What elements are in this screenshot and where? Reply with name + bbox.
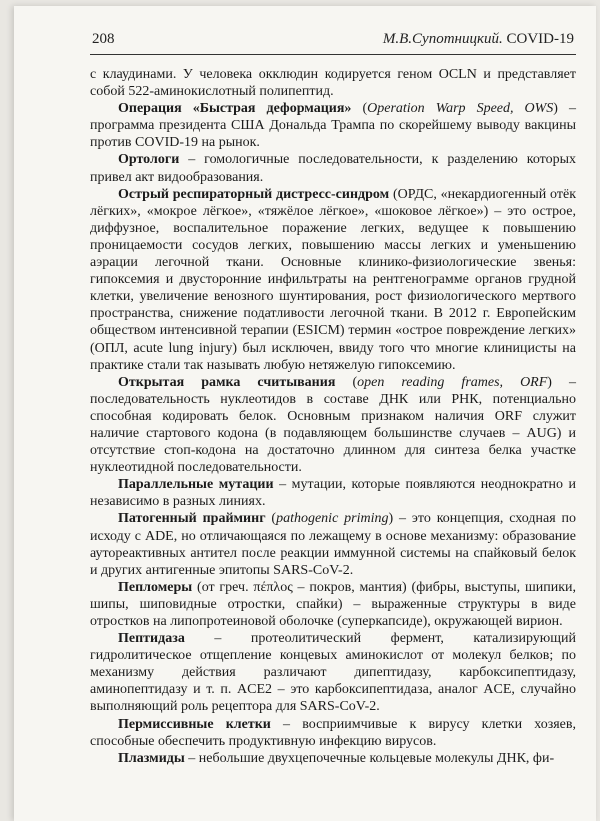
entry-paren: ( (265, 511, 277, 527)
entry-italic: open reading frames, ORF (357, 374, 548, 390)
glossary-entry (90, 186, 576, 374)
continued-paragraph: с клаудинами. У человека окклюдин кодируется геном OCLN и представляет собой 522-аминокислотный полипептид. (90, 67, 576, 100)
entry-term: Пепломеры (118, 579, 193, 595)
entry-definition: – небольшие двухцепочечные кольцевые молекулы ДНК, фи- (184, 750, 555, 766)
glossary-entry (90, 151, 576, 185)
entry-definition: ) – программа президента США Дональда Трампа по скорейшему выводу вакцины против COVID-19 на рынок. (90, 101, 576, 151)
glossary-entry (90, 579, 576, 630)
entry-term: Открытая рамка считывания (118, 374, 336, 390)
entry-definition: ) – последовательность нуклеотидов в составе ДНК или РНК, потенциально способная кодировать белок. Основным признаком наличия ORF служит наличие стартового кодона (в подавляющем большинстве случаев – AUG) и отсутствие стоп-кодона на достаточно длинном для синтеза белка участке нуклеотидной последовательности. (90, 374, 576, 476)
entry-italic: Operation Warp Speed, OWS (367, 101, 554, 117)
book-page (14, 6, 596, 821)
glossary-entry (90, 476, 576, 510)
entry-definition: – восприимчивые к вирусу клетки хозяев, способные обеспечить продуктивную инфекцию вирусов. (90, 716, 576, 749)
entry-definition: – протеолитический фермент, катализирующий гидролитическое отщепление концевых аминокислот от молекул белков; по механизму действия различают дипептидазу, карбоксипептидазу, аминопептидазу и т. п. ACE2 – это карбоксипептидаза, аналог ACE, случайно выполняющий роль рецептора для SARS-CoV-2. (90, 631, 576, 715)
glossary-entry (90, 510, 576, 578)
entry-term: Ортологи (118, 152, 180, 168)
glossary-entry (90, 374, 576, 477)
entry-term: Пептидаза (118, 631, 185, 647)
glossary-entry (90, 716, 576, 750)
entry-italic: pathogenic priming (276, 511, 389, 527)
running-title (383, 31, 574, 48)
running-header (90, 28, 576, 55)
glossary-entry (90, 100, 576, 151)
page-number: 208 (92, 31, 115, 47)
entry-term: Острый респираторный дистресс-синдром (118, 186, 390, 202)
entry-paren: ( (335, 374, 358, 390)
entry-definition: – гомологичные последовательности, к разделению которых привел акт видообразования. (90, 152, 576, 185)
author-name: М.В.Супотницкий. (382, 31, 503, 47)
entry-definition: (ОРДС, «некардиогенный отёк лёгких», «мокрое лёгкое», «тяжёлое лёгкое», «шоковое лёгкое») – это острое, диффузное, воспалительное поражение легких, ведущее к повышению проницаемости сосудов легких, повышению массы легких и уменьшению аэрации легочной ткани. Основные клинико-физиологические звенья: гипоксемия и двусторонние инфильтраты на рентгенограмме органов грудной клетки, увеличение венозного шунтирования, рост физиологического мертвого пространства, снижение податливости легочной ткани. В 2012 г. Европейским обществом интенсивной терапии (ESICM) термин «острое повреждение легких» (ОПЛ, acute lung injury) был исключен, ввиду того что многие клиницисты на практике стали так называть любую нетяжелую гипоксемию. (90, 186, 576, 373)
entry-definition: ) – это концепция, сходная по исходу с ADE, но отличающаяся по лежащему в основе механизму: образование аутореактивных антител после реакции иммунной системы на спайковый белок и других антигенные эпитопы SARS-CoV-2. (90, 511, 576, 578)
entry-term: Операция «Быстрая деформация» (118, 101, 352, 117)
entry-definition: (от греч. πέπλος – покров, мантия) (фибры, выступы, шипики, шипы, шиповидные отростки, спайки) – выраженные структуры в виде отростков на липопротеиновой оболочке (суперкапсиде), окружающей вирион. (90, 579, 576, 629)
glossary-text (90, 66, 576, 767)
entry-paren: ( (351, 101, 368, 117)
entry-term: Патогенный прайминг (118, 511, 266, 527)
entry-definition: – мутации, которые появляются неоднократно и независимо в разных линиях. (90, 477, 576, 510)
book-title: COVID-19 (506, 31, 574, 47)
entry-term: Пермиссивные клетки (118, 716, 271, 732)
entry-term: Плазмиды (118, 750, 185, 766)
glossary-entry (90, 630, 576, 715)
entry-term: Параллельные мутации (118, 477, 274, 493)
glossary-entry (90, 750, 576, 767)
